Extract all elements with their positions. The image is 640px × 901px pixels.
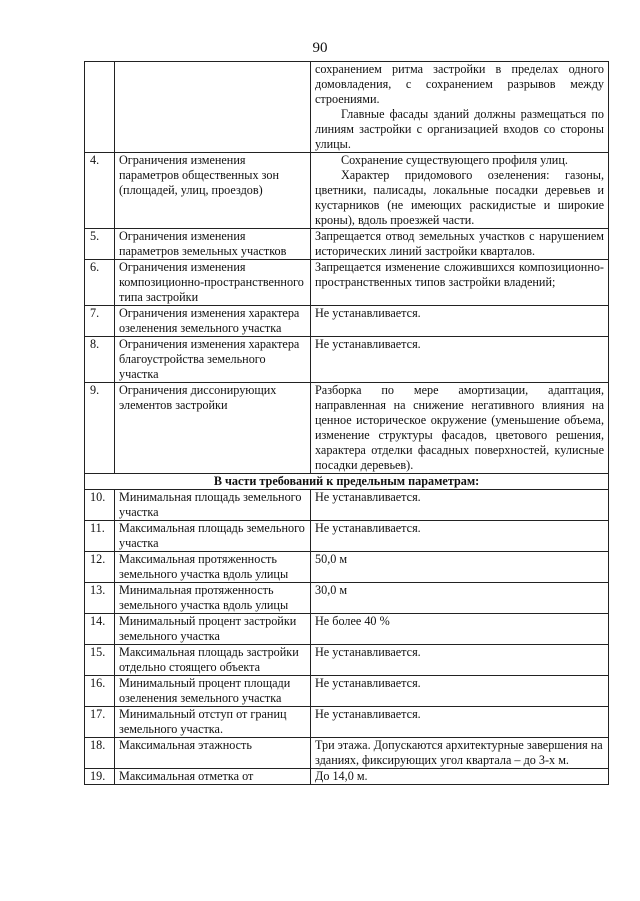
table-row: [85, 583, 609, 614]
row-number: 9.: [85, 383, 115, 474]
row-number: 11.: [85, 521, 115, 552]
restriction-name: Ограничения изменения характера озеленения земельного участка: [115, 306, 311, 337]
parameter-value: До 14,0 м.: [311, 769, 609, 785]
section-heading-body: [85, 474, 609, 490]
restriction-value: [311, 260, 609, 306]
row-number: 7.: [85, 306, 115, 337]
table-row: [85, 614, 609, 645]
table-row: [85, 738, 609, 769]
value-paragraph: Запрещается изменение сложившихся композиционно-пространственных типов застройки владений;: [315, 260, 604, 289]
parameter-name: Минимальный отступ от границ земельного участка.: [115, 707, 311, 738]
value-paragraph: сохранением ритма застройки в пределах одного домовладения, с сохранением разрывов между строениями.: [315, 62, 604, 106]
parameter-name: Максимальная этажность: [115, 738, 311, 769]
table-row: [85, 153, 609, 229]
table-row: [85, 306, 609, 337]
table-row: [85, 521, 609, 552]
value-paragraph: Разборка по мере амортизации, адаптация, направленная на снижение негативного влияния на ценное историческое окружение (уменьшение объема, изменение структуры фасадов, цветового решения, характера отделки фасадных поверхностей, кулисные посадки деревьев).: [315, 383, 604, 472]
parameter-name: Минимальный процент застройки земельного участка: [115, 614, 311, 645]
table-row: [85, 229, 609, 260]
parameter-name: Максимальная площадь застройки отдельно стоящего объекта: [115, 645, 311, 676]
row-number: 16.: [85, 676, 115, 707]
restriction-value: [311, 62, 609, 153]
parameter-name: Максимальная площадь земельного участка: [115, 521, 311, 552]
table-row: [85, 383, 609, 474]
value-paragraph: Запрещается отвод земельных участков с нарушением исторических линий застройки кварталов.: [315, 229, 604, 258]
value-paragraph: Не устанавливается.: [315, 306, 421, 320]
value-paragraph: Характер придомового озеленения: газоны, цветники, палисады, локальные посадки деревьев и кустарников (не имеющих раскидистые и широкие кроны), вдоль проезжей части.: [315, 168, 604, 227]
parameter-value: Не устанавливается.: [311, 521, 609, 552]
value-paragraph: Главные фасады зданий должны размещаться по линиям застройки с организацией входов со стороны улицы.: [315, 107, 604, 151]
row-number: 6.: [85, 260, 115, 306]
row-number: 14.: [85, 614, 115, 645]
restriction-value: [311, 153, 609, 229]
parameter-value: Три этажа. Допускаются архитектурные завершения на зданиях, фиксирующих угол квартала – до 3-х м.: [311, 738, 609, 769]
table-row: [85, 707, 609, 738]
row-number: 12.: [85, 552, 115, 583]
row-number: 4.: [85, 153, 115, 229]
table-row: [85, 676, 609, 707]
table-row: [85, 769, 609, 785]
restriction-name: [115, 62, 311, 153]
restriction-value: [311, 383, 609, 474]
row-number: 15.: [85, 645, 115, 676]
restriction-value: [311, 306, 609, 337]
value-paragraph: Сохранение существующего профиля улиц.: [341, 153, 568, 167]
row-number: 10.: [85, 490, 115, 521]
table-body-bottom: [85, 490, 609, 785]
parameter-name: Минимальный процент площади озеленения земельного участка: [115, 676, 311, 707]
restriction-name: Ограничения изменения композиционно-пространственного типа застройки: [115, 260, 311, 306]
row-number: 19.: [85, 769, 115, 785]
table-row: [85, 490, 609, 521]
row-number: 17.: [85, 707, 115, 738]
parameter-value: Не устанавливается.: [311, 490, 609, 521]
parameter-value: Не устанавливается.: [311, 707, 609, 738]
page-number: 90: [312, 40, 328, 56]
parameter-value: 30,0 м: [311, 583, 609, 614]
restriction-value: [311, 229, 609, 260]
table-body-top: [85, 62, 609, 474]
restriction-value: [311, 337, 609, 383]
table-row: [85, 645, 609, 676]
parameter-value: Не более 40 %: [311, 614, 609, 645]
table-row: [85, 337, 609, 383]
parameter-value: 50,0 м: [311, 552, 609, 583]
row-number: 13.: [85, 583, 115, 614]
table-row: [85, 62, 609, 153]
parameter-name: Максимальная протяженность земельного участка вдоль улицы: [115, 552, 311, 583]
parameter-value: Не устанавливается.: [311, 676, 609, 707]
section-heading-row: [85, 474, 609, 490]
regulations-table: [84, 61, 609, 785]
value-paragraph: Не устанавливается.: [315, 337, 421, 351]
row-number: 5.: [85, 229, 115, 260]
row-number: 18.: [85, 738, 115, 769]
parameter-value: Не устанавливается.: [311, 645, 609, 676]
row-number: [85, 62, 115, 153]
parameter-name: Минимальная протяженность земельного участка вдоль улицы: [115, 583, 311, 614]
parameter-name: Минимальная площадь земельного участка: [115, 490, 311, 521]
restriction-name: Ограничения диссонирующих элементов застройки: [115, 383, 311, 474]
parameter-name: Максимальная отметка от: [115, 769, 311, 785]
table-row: [85, 552, 609, 583]
restriction-name: Ограничения изменения параметров общественных зон (площадей, улиц, проездов): [115, 153, 311, 229]
table-row: [85, 260, 609, 306]
restriction-name: Ограничения изменения параметров земельных участков: [115, 229, 311, 260]
restriction-name: Ограничения изменения характера благоустройства земельного участка: [115, 337, 311, 383]
row-number: 8.: [85, 337, 115, 383]
section-heading: В части требований к предельным параметрам:: [85, 474, 609, 490]
